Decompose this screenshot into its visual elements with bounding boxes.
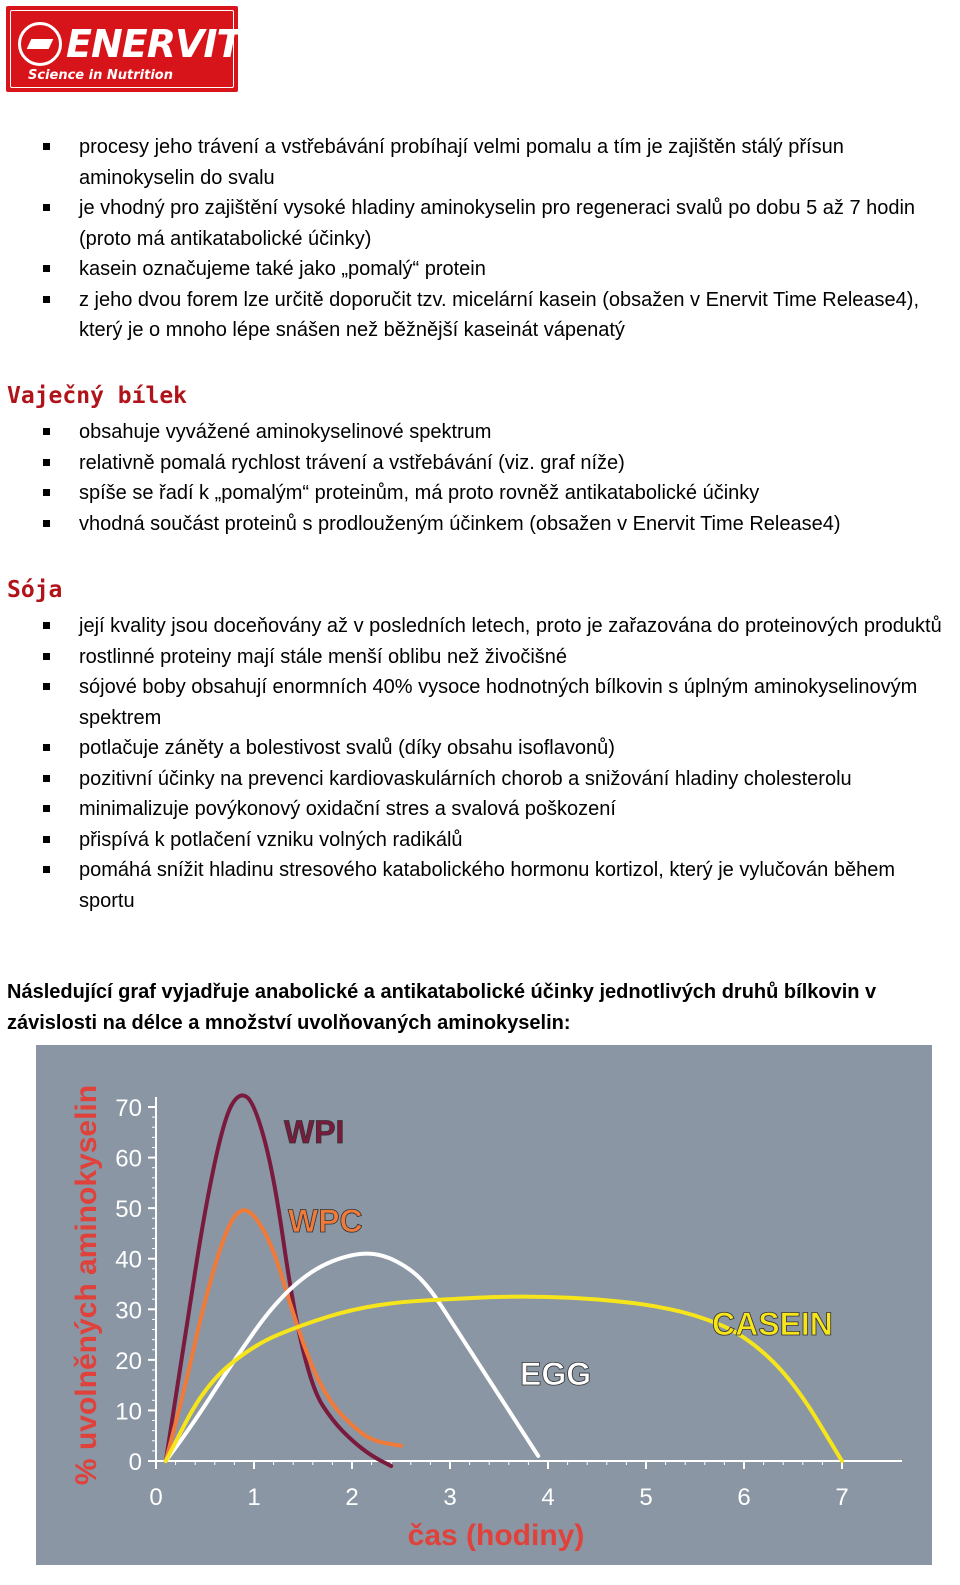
x-tick-label: 2 <box>345 1484 359 1511</box>
x-tick-label: 5 <box>639 1484 653 1511</box>
x-tick-label: 6 <box>737 1484 751 1511</box>
chart-background <box>36 1045 932 1565</box>
list-item: rostlinné proteiny mají stále menší oblibu než živočišné <box>0 642 960 673</box>
enervit-mark-icon <box>18 22 62 66</box>
x-tick-label: 1 <box>247 1484 261 1511</box>
list-item: sójové boby obsahují enormních 40% vysoce hodnotných bílkovin s úplným aminokyselinovým spektrem <box>0 672 960 733</box>
list-item: minimalizuje povýkonový oxidační stres a svalová poškození <box>0 794 960 825</box>
list-item: vhodná součást proteinů s prodlouženým účinkem (obsažen v Enervit Time Release4) <box>0 509 960 540</box>
soy-bullet-list <box>0 611 960 916</box>
egg-bullet-list <box>0 417 960 539</box>
chart-intro-text: Následující graf vyjadřuje anabolické a antikatabolické účinky jednotlivých druhů bílkovin v závislosti na délce a množství uvolňovaných aminokyselin: <box>7 981 877 1034</box>
list-item: pozitivní účinky na prevenci kardiovaskulárních chorob a snižování hladiny cholesterolu <box>0 764 960 795</box>
y-tick-label: 30 <box>115 1297 142 1325</box>
x-tick-label: 4 <box>541 1484 555 1511</box>
y-tick-label: 70 <box>115 1095 142 1122</box>
list-item: je vhodný pro zajištění vysoké hladiny aminokyselin pro regeneraci svalů po dobu 5 až 7 hodin (proto má antikatabolické účinky) <box>0 193 960 254</box>
y-tick-label: 40 <box>115 1246 142 1274</box>
y-tick-label: 10 <box>115 1398 142 1426</box>
x-tick-label: 3 <box>443 1484 457 1511</box>
list-item: její kvality jsou doceňovány až v posledních letech, proto je zařazována do proteinových produktů <box>0 611 960 642</box>
y-axis-title: % uvolněných aminokyselin <box>70 1084 103 1486</box>
list-item: spíše se řadí k „pomalým“ proteinům, má proto rovněž antikatabolické účinky <box>0 478 960 509</box>
chart-svg <box>36 1045 932 1565</box>
list-item: pomáhá snížit hladinu stresového katabolického hormonu kortizol, který je vylučován během sportu <box>0 855 960 916</box>
logo-brand: ENERVIT <box>66 22 242 66</box>
amino-release-chart <box>36 1045 932 1565</box>
x-tick-label: 0 <box>149 1484 163 1511</box>
series-label-wpi: WPI <box>284 1114 345 1150</box>
y-tick-label: 60 <box>115 1145 142 1173</box>
y-tick-label: 50 <box>115 1196 142 1224</box>
y-tick-label: 0 <box>128 1449 142 1476</box>
series-label-wpc: WPC <box>288 1203 363 1239</box>
enervit-logo <box>6 6 242 92</box>
series-label-egg: EGG <box>520 1356 592 1392</box>
list-item: z jeho dvou forem lze určitě doporučit tzv. micelární kasein (obsažen v Enervit Time Release4), který je o mnoho lépe snášen než běžnější kaseinát vápenatý <box>0 285 960 346</box>
heading-soy: Sója <box>7 577 63 603</box>
list-item: kasein označujeme také jako „pomalý“ protein <box>0 254 960 285</box>
list-item: procesy jeho trávení a vstřebávání probíhají velmi pomalu a tím je zajištěn stálý přísun aminokyselin do svalu <box>0 132 960 193</box>
casein-bullet-list <box>0 132 960 346</box>
list-item: relativně pomalá rychlost trávení a vstřebávání (viz. graf níže) <box>0 448 960 479</box>
heading-egg-white: Vaječný bílek <box>7 383 188 409</box>
y-tick-label: 20 <box>115 1347 142 1375</box>
series-label-casein: CASEIN <box>712 1306 833 1342</box>
list-item: potlačuje záněty a bolestivost svalů (díky obsahu isoflavonů) <box>0 733 960 764</box>
x-tick-label: 7 <box>835 1484 849 1511</box>
list-item: přispívá k potlačení vzniku volných radikálů <box>0 825 960 856</box>
x-axis-title: čas (hodiny) <box>407 1519 585 1552</box>
list-item: obsahuje vyvážené aminokyselinové spektrum <box>0 417 960 448</box>
logo-tagline: Science in Nutrition <box>28 68 173 83</box>
